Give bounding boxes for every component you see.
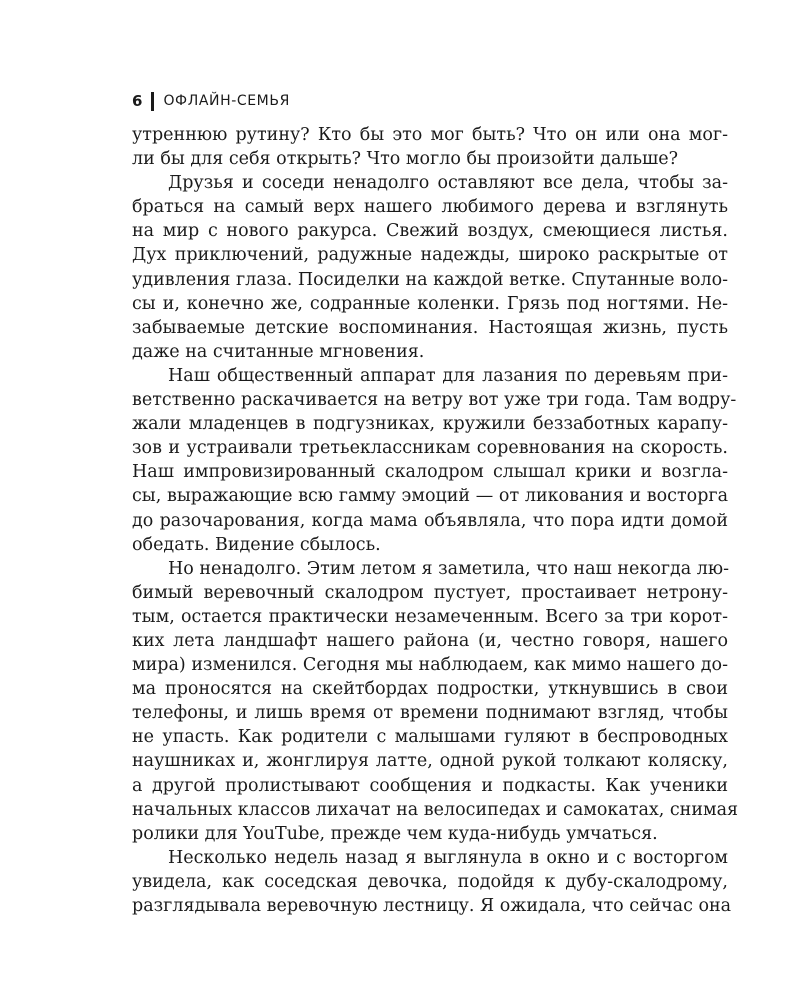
text-line: не упасть. Как родители с малышами гуляют в беспроводных	[132, 727, 728, 748]
text-line: Дух приключений, радужные надежды, широко раскрытые от	[132, 245, 728, 266]
text-line: ролики для YouTube, прежде чем куда-нибудь умчаться.	[132, 823, 658, 844]
text-line: а другой пролистывают сообщения и подкасты. Как ученики	[132, 775, 728, 796]
text-line: разглядывала веревочную лестницу. Я ожидала, что сейчас она	[132, 896, 732, 916]
text-line: увидела, как соседская девочка, подойдя к дубу-скалодрому,	[132, 871, 728, 892]
text-line: ма проносятся на скейтбордах подростки, уткнувшись в свои	[132, 679, 728, 700]
text-line: Несколько недель назад я выглянула в окно и с восторгом	[168, 847, 728, 868]
text-line: браться на самый верх нашего любимого дерева и взглянуть	[132, 197, 728, 218]
text-line: наушниках и, жонглируя латте, одной рукой толкают коляску,	[132, 751, 728, 772]
text-line: даже на считанные мгновения.	[132, 341, 425, 362]
text-line: Друзья и соседи ненадолго оставляют все дела, чтобы за-	[168, 173, 728, 194]
text-line: ветственно раскачивается на ветру вот уже три года. Там водру-	[132, 390, 737, 411]
text-line: обедать. Видение сбылось.	[132, 534, 381, 555]
text-line: до разочарования, когда мама объявляла, что пора идти домой	[132, 510, 728, 531]
text-line: Наш общественный аппарат для лазания по деревьям при-	[168, 365, 728, 386]
text-line: на мир с нового ракурса. Свежий воздух, смеющиеся листья.	[132, 221, 728, 242]
text-line: бимый веревочный скалодром пустует, простаивает нетрону-	[132, 582, 728, 603]
text-line: тым, остается практически незамеченным. Всего за три корот-	[132, 606, 728, 627]
text-line: удивления глаза. Посиделки на каждой ветке. Спутанные воло-	[132, 269, 729, 290]
text-line: Наш импровизированный скалодром слышал крики и возгла-	[132, 462, 728, 483]
page-number: 6	[132, 92, 143, 110]
text-line: сы, выражающие всю гамму эмоций — от ликования и восторга	[132, 486, 728, 507]
text-line: утреннюю рутину? Кто бы это мог быть? Что он или она мог-	[132, 125, 728, 145]
text-line: ких лета ландшафт нашего района (и, честно говоря, нашего	[132, 630, 728, 651]
text-line: телефоны, и лишь время от времени поднимают взгляд, чтобы	[132, 703, 728, 724]
text-line: забываемые детские воспоминания. Настоящая жизнь, пусть	[132, 317, 728, 338]
text-line: Но ненадолго. Этим летом я заметила, что наш некогда лю-	[168, 558, 730, 579]
text-line: жали младенцев в подгузниках, кружили беззаботных карапу-	[132, 414, 728, 435]
text-line: зов и устраивали третьеклассникам соревнования на скорость.	[132, 438, 728, 459]
body-text	[132, 123, 739, 918]
book-title: ОФЛАЙН-СЕМЬЯ	[163, 93, 290, 109]
text-line: сы и, конечно же, содранные коленки. Грязь под ногтями. Не-	[132, 293, 728, 314]
text-line: начальных классов лихачат на велосипедах и самокатах, снимая	[132, 799, 739, 820]
header-divider	[151, 92, 154, 111]
text-line: мира) изменился. Сегодня мы наблюдаем, как мимо нашего до-	[132, 655, 728, 676]
text-line: ли бы для себя открыть? Что могло бы произойти дальше?	[132, 149, 679, 170]
running-head	[132, 90, 290, 112]
